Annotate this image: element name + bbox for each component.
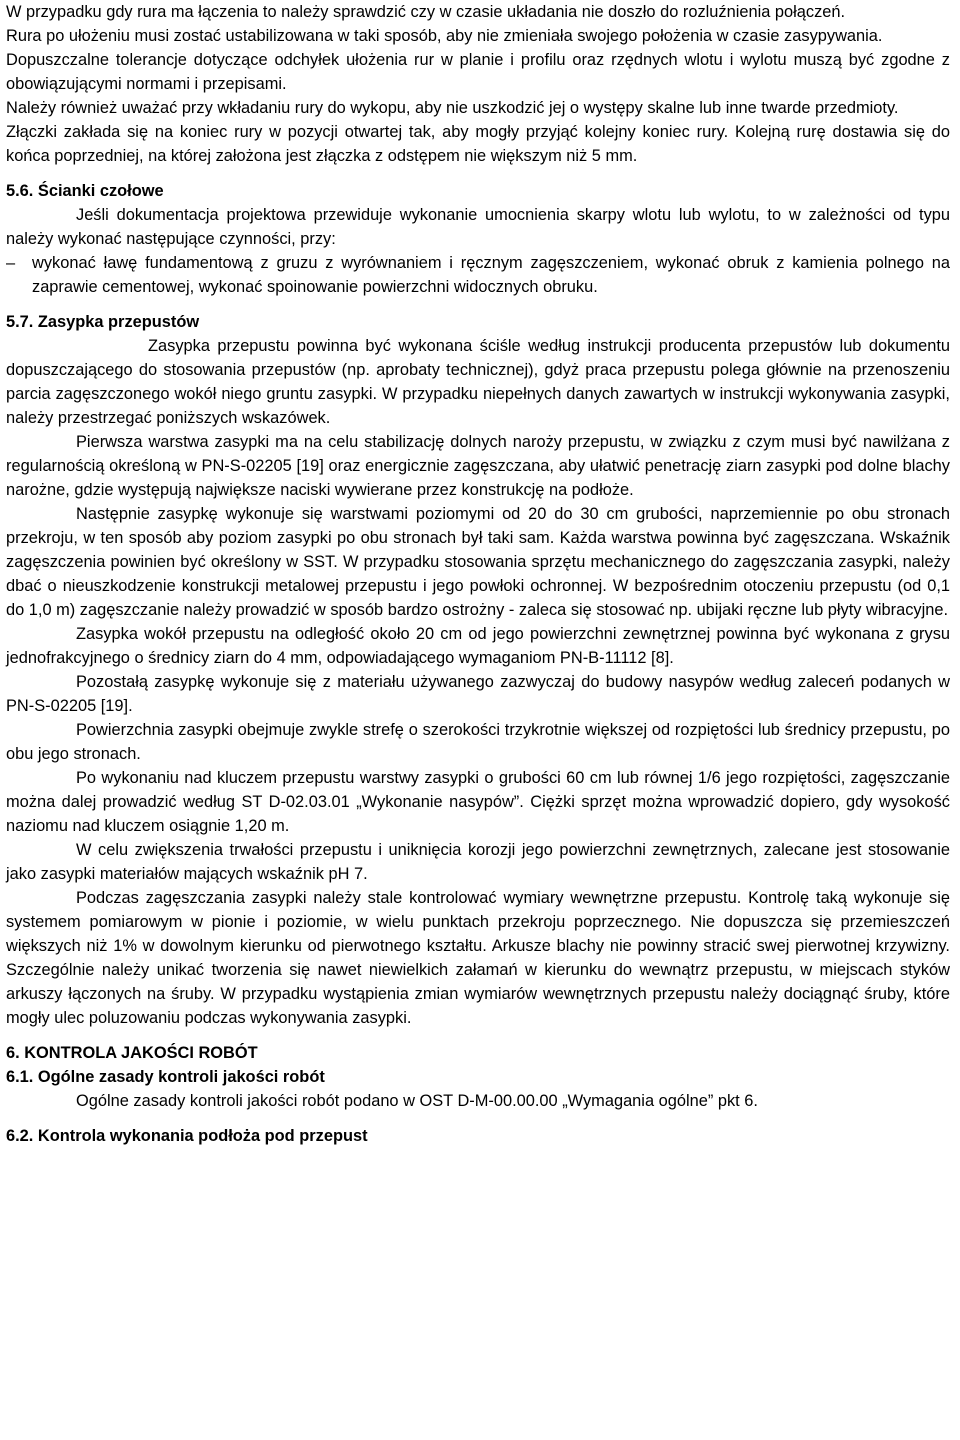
paragraph: Pierwsza warstwa zasypki ma na celu stabilizację dolnych naroży przepustu, w związku z czym musi być nawilżana z regularnością określoną w PN-S-02205 [19] oraz energicznie zagęszczana, aby ułatwić penetrację ziarn zasypki pod dolne blachy narożne, gdzie występują największe naciski wywierane przez konstrukcję na podłoże. <box>6 433 950 499</box>
list-item-text: wykonać ławę fundamentową z gruzu z wyrównaniem i ręcznym zagęszczeniem, wykonać obruk z kamienia polnego na zaprawie cementowej, wykonać spoinowanie powierzchni widocznych obruku. <box>32 254 950 296</box>
paragraph: Rura po ułożeniu musi zostać ustabilizowana w taki sposób, aby nie zmieniała swojego położenia w czasie zasypywania. <box>6 27 883 45</box>
section-heading-6-1: 6.1. Ogólne zasady kontroli jakości robót <box>6 1068 325 1086</box>
section-heading-6-2: 6.2. Kontrola wykonania podłoża pod przepust <box>6 1127 368 1145</box>
paragraph: Dopuszczalne tolerancje dotyczące odchyłek ułożenia rur w planie i profilu oraz rzędnych wlotu i wylotu muszą być zgodne z obowiązującymi normami i przepisami. <box>6 51 950 93</box>
section-heading-5-6: 5.6. Ścianki czołowe <box>6 182 164 200</box>
document-page <box>6 0 950 1148</box>
section-heading-5-7: 5.7. Zasypka przepustów <box>6 313 200 331</box>
paragraph: Powierzchnia zasypki obejmuje zwykle strefę o szerokości trzykrotnie większej od rozpiętości lub średnicy przepustu, po obu jego stronach. <box>6 721 950 763</box>
section-heading-6: 6. KONTROLA JAKOŚCI ROBÓT <box>6 1044 258 1062</box>
paragraph: Zasypka przepustu powinna być wykonana ściśle według instrukcji producenta przepustów lub dokumentu dopuszczającego do stosowania przepustów (np. aprobaty technicznej), gdyż praca przepustu polega głównie na przenoszeniu parcia zagęszczonego wokół niego gruntu zasypki. W przypadku niepełnych danych zawartych w instrukcji wykonywania zasypki, należy przestrzegać poniższych wskazówek. <box>6 337 950 427</box>
paragraph: Zasypka wokół przepustu na odległość około 20 cm od jego powierzchni zewnętrznej powinna być wykonana z grysu jednofrakcyjnego o średnicy ziarn do 4 mm, odpowiadającego wymaganiom PN-B-11112 [8]. <box>6 625 950 667</box>
paragraph: Ogólne zasady kontroli jakości robót podano w OST D-M-00.00.00 „Wymagania ogólne” pkt 6. <box>76 1092 758 1110</box>
paragraph: Złączki zakłada się na koniec rury w pozycji otwartej tak, aby mogły przyjąć kolejny koniec rury. Kolejną rurę dostawia się do końca poprzedniej, na której założona jest złączka z odstępem nie większym niż 5 mm. <box>6 123 950 165</box>
list-item <box>6 251 950 299</box>
paragraph: W przypadku gdy rura ma łączenia to należy sprawdzić czy w czasie układania nie doszło do rozluźnienia połączeń. <box>6 3 846 21</box>
paragraph: Podczas zagęszczania zasypki należy stale kontrolować wymiary wewnętrzne przepustu. Kontrolę taką wykonuje się systemem pomiarowym w pionie i poziomie, w wielu punktach przekroju poprzecznego. Nie dopuszcza się przemieszczeń większych niż 1% w dowolnym kierunku od pierwotnego kształtu. Arkusze blachy nie powinny stracić swej pierwotnej krzywizny. Szczególnie należy unikać tworzenia się nawet niewielkich załamań w kierunku do wewnątrz przepustu, w miejscach styków arkuszy łączonych na śruby. W przypadku wystąpienia zmian wymiarów wewnętrznych przepustu należy dociągnąć śruby, które mogły ulec poluzowaniu podczas wykonywania zasypki. <box>6 889 950 1027</box>
paragraph: Należy również uważać przy wkładaniu rury do wykopu, aby nie uszkodzić jej o występy skalne lub inne twarde przedmioty. <box>6 99 899 117</box>
paragraph: Pozostałą zasypkę wykonuje się z materiału używanego zazwyczaj do budowy nasypów według zaleceń podanych w PN-S-02205 [19]. <box>6 673 950 715</box>
paragraph: Jeśli dokumentacja projektowa przewiduje wykonanie umocnienia skarpy wlotu lub wylotu, to w zależności od typu należy wykonać następujące czynności, przy: <box>6 206 950 248</box>
dash-bullet-icon: – <box>6 254 16 272</box>
paragraph: Po wykonaniu nad kluczem przepustu warstwy zasypki o grubości 60 cm lub równej 1/6 jego rozpiętości, zagęszczanie można dalej prowadzić według ST D-02.03.01 „Wykonanie nasypów”. Ciężki sprzęt można wprowadzić dopiero, gdy wysokość naziomu nad kluczem osiągnie 1,20 m. <box>6 769 950 835</box>
paragraph: W celu zwiększenia trwałości przepustu i uniknięcia korozji jego powierzchni zewnętrznych, zalecane jest stosowanie jako zasypki materiałów mających wskaźnik pH 7. <box>6 841 950 883</box>
paragraph: Następnie zasypkę wykonuje się warstwami poziomymi od 20 do 30 cm grubości, naprzemiennie po obu stronach przekroju, w ten sposób aby poziom zasypki po obu stronach był taki sam. Każda warstwa powinna być zagęszczana. Wskaźnik zagęszczenia powinien być określony w SST. W przypadku stosowania sprzętu mechanicznego do zagęszczania zasypki, należy dbać o nieuszkodzenie konstrukcji metalowej przepustu i jego powłoki ochronnej. W bezpośrednim otoczeniu przepustu (od 0,1 do 1,0 m) zagęszczanie należy prowadzić w sposób bardzo ostrożny - zaleca się stosować np. ubijaki ręczne lub płyty wibracyjne. <box>6 505 950 619</box>
